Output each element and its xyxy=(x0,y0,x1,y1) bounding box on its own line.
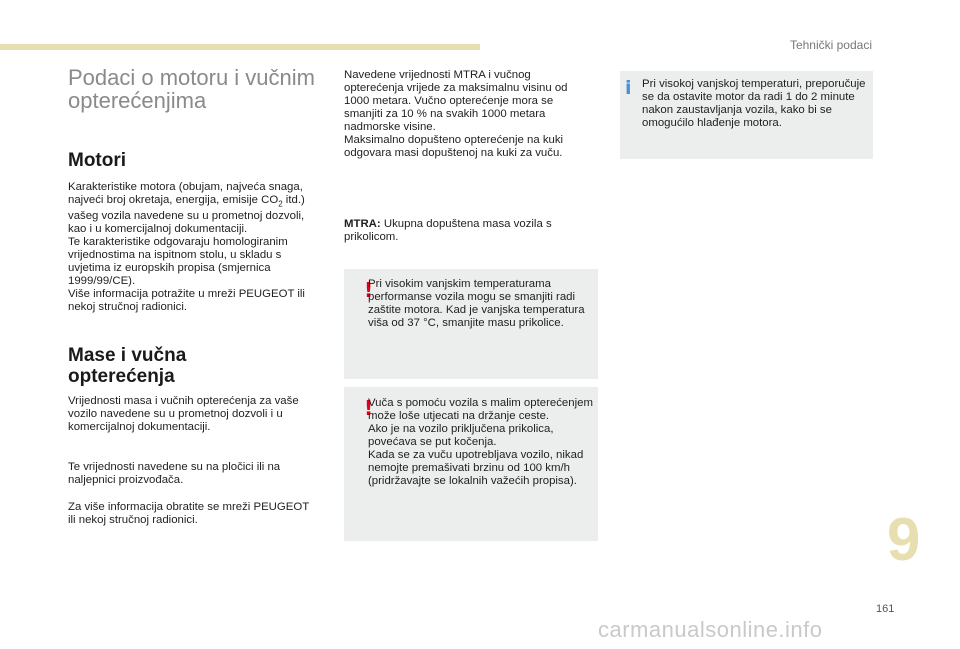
info-text-cooling: Pri visokoj vanjskoj temperaturi, preporučuje se da ostavite motor da radi 1 do 2 minute nakon zaustavljanja vozila, kako bi se omogućilo hlađenje motora. xyxy=(642,78,866,129)
mase-paragraph-1: Vrijednosti masa i vučnih opterećenja za vaše vozilo navedene su u prometnoj dozvoli i u komercijalnoj dokumentaciji. xyxy=(68,395,299,433)
page-number: 161 xyxy=(876,603,895,615)
motori-subscript: 2 xyxy=(278,199,283,209)
section-header: Tehnički podaci xyxy=(789,38,872,52)
mtra-label: MTRA: xyxy=(344,218,381,230)
mtra-paragraph: Navedene vrijednosti MTRA i vučnog opterećenja vrijede za maksimalnu visinu od 1000 metara. Vučno opterećenje mora se smanjiti za 10 % na svakih 1000 metara nadmorske visine. Maksimalno dopušteno opterećenje na kuki odgovara masi dopuštenoj na kuki za vuču. xyxy=(344,69,568,159)
motori-text-a: Karakteristike motora (obujam, najveća snaga, najveći broj okretaja, energija, emisije CO xyxy=(68,181,303,206)
chapter-number: 9 xyxy=(887,506,921,573)
heading-motori: Motori xyxy=(68,150,127,171)
mase-paragraph-3: Za više informacija obratite se mreži PEUGEOT ili nekoj stručnoj radionici. xyxy=(68,501,309,526)
warning-box-temperature xyxy=(344,269,598,379)
motori-text-b: itd.) vašeg vozila navedene su u prometnoj dozvoli, kao i u komercijalnoj dokumentaciji. Te karakteristike odgovaraju homologiranim vrijednostima na ispitnom stolu, u skladu s uvjetima iz europskih propisa (smjernica 1999/99/CE). Više informacija potražite u mreži PEUGEOT ili nekoj stručnoj radionici. xyxy=(68,194,305,314)
warning-icon: ! xyxy=(364,278,374,302)
warning-text-towing: Vuča s pomoću vozila s malim opterećenjem može loše utjecati na držanje ceste. Ako je na vozilo priključena prikolica, povećava se put kočenja. Kada se za vuču upotrebljava vozilo, nikad nemojte premašivati brzinu od 100 km/h (pridržavajte se lokalnih važećih propisa). xyxy=(368,397,593,487)
watermark: carmanualsonline.info xyxy=(598,617,823,642)
page-title: Podaci o motoru i vučnim opterećenjima xyxy=(68,65,315,113)
info-icon: i xyxy=(625,77,632,99)
warning-icon: ! xyxy=(364,396,374,420)
warning-text-temperature: Pri visokim vanjskim temperaturama performanse vozila mogu se smanjiti radi zaštite motora. Kad je vanjska temperatura viša od 37 °C, smanjite masu prikolice. xyxy=(368,278,585,329)
mtra-definition xyxy=(344,218,584,244)
motori-paragraph xyxy=(68,181,324,314)
info-box-cooling xyxy=(620,71,873,159)
heading-mase: Mase i vučna opterećenja xyxy=(68,345,187,387)
header-accent-bar xyxy=(0,44,480,50)
mase-paragraph-2: Te vrijednosti navedene su na pločici ili na naljepnici proizvođača. xyxy=(68,461,281,486)
warning-box-towing xyxy=(344,387,598,541)
mtra-definition-text: Ukupna dopuštena masa vozila s prikolicom. xyxy=(344,218,552,243)
